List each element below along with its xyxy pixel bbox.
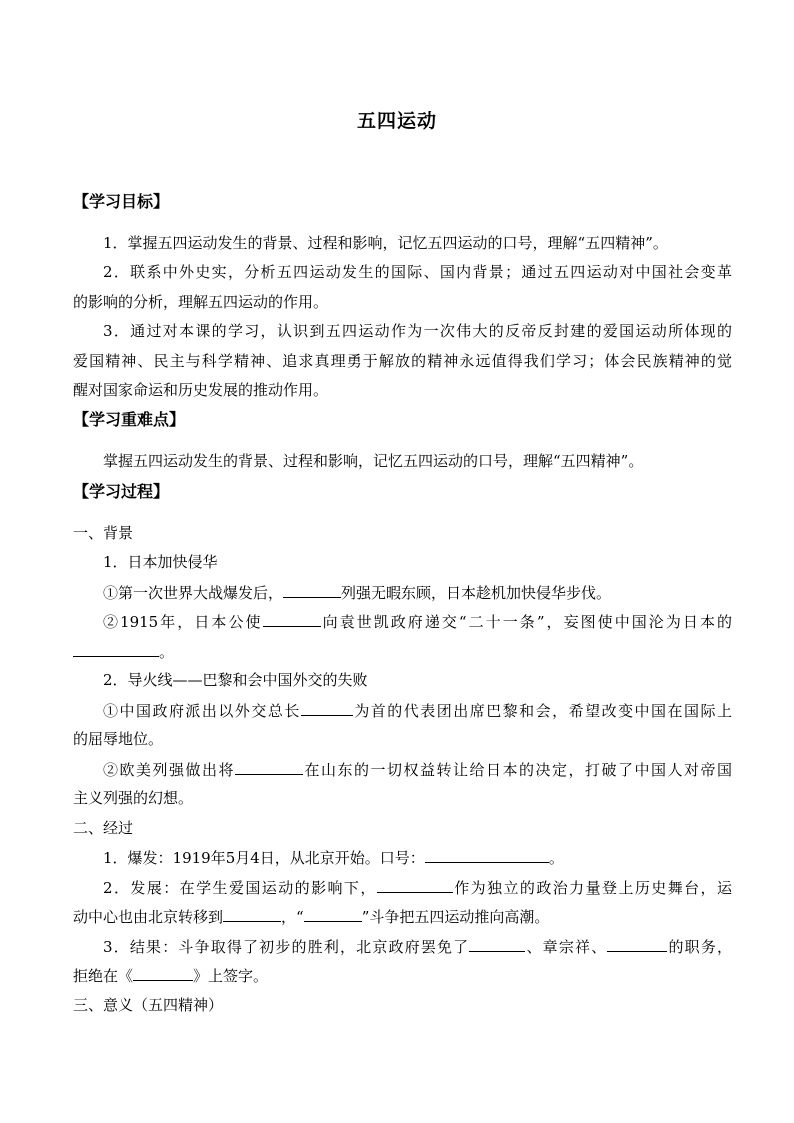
section-course: 二、经过 [73, 819, 134, 837]
fill-line-outbreak: 1．爆发：1919年5月4日，从北京开始。口号： 。 [103, 849, 564, 867]
fill-line-wwi: ①第一次世界大战爆发后， 列强无暇东顾，日本趁机加快侵华步伐。 [103, 584, 612, 602]
fill-line-development-cont: 动中心也由北京转移到 ，“ ”斗争把五四运动推向高潮。 [73, 908, 550, 926]
blank-field[interactable] [223, 906, 281, 922]
blank-field[interactable] [73, 641, 159, 657]
fill-line-21-demands-cont: 。 [73, 641, 732, 662]
blank-field[interactable] [425, 847, 549, 863]
goal-2-line-1: 2．联系中外史实，分析五四运动发生的国际、国内背景；通过五四运动对中国社会变革 [103, 263, 732, 281]
blank-field[interactable] [235, 759, 303, 775]
fill-line-result-cont: 拒绝在《 》上签字。 [73, 967, 269, 985]
goal-3-line-2: 爱国精神、民主与科学精神、追求真理勇于解放的精神永远值得我们学习；体会民族精神的觉 [73, 352, 732, 370]
goals-heading: 【学习目标】 [73, 192, 170, 211]
key-points-heading: 【学习重难点】 [73, 410, 186, 429]
page-title: 五四运动 [356, 110, 437, 132]
goal-1: 1．掌握五四运动发生的背景、过程和影响，记忆五四运动的口号，理解“五四精神”。 [103, 234, 668, 252]
process-heading: 【学习过程】 [73, 482, 170, 501]
blank-field[interactable] [283, 582, 341, 598]
goal-3-line-3: 醒对国家命运和历史发展的推动作用。 [73, 381, 329, 399]
item-japan-invasion: 1．日本加快侵华 [103, 553, 218, 571]
blank-field[interactable] [377, 877, 453, 893]
fill-line-shandong: ②欧美列强做出将 在山东的一切权益转让给日本的决定，打破了中国人对帝国 [103, 761, 732, 779]
fill-line-result: 3．结果：斗争取得了初步的胜利，北京政府罢免了 、章宗祥、 的职务， [103, 938, 732, 956]
fill-line-development: 2．发展：在学生爱国运动的影响下， 作为独立的政治力量登上历史舞台，运 [103, 879, 732, 897]
fill-line-21-demands: ②1915年，日本公使 向袁世凯政府递交“二十一条”，妄图使中国沦为日本的 [103, 613, 732, 631]
blank-field[interactable] [263, 611, 321, 627]
blank-field[interactable] [301, 700, 353, 716]
item-paris-conference: 2．导火线——巴黎和会中国外交的失败 [103, 671, 368, 689]
blank-field[interactable] [304, 906, 362, 922]
blank-field[interactable] [607, 936, 667, 952]
goal-3-line-1: 3．通过对本课的学习，认识到五四运动作为一次伟大的反帝反封建的爱国运动所体现的 [103, 322, 732, 340]
section-background: 一、背景 [73, 524, 134, 542]
text-line: 的屈辱地位。 [73, 730, 164, 748]
text-line: 主义列强的幻想。 [73, 789, 194, 807]
key-points-text: 掌握五四运动发生的背景、过程和影响，记忆五四运动的口号，理解“五四精神”。 [103, 452, 644, 470]
section-significance: 三、意义（五四精神） [73, 996, 224, 1014]
goal-2-line-2: 的影响的分析，理解五四运动的作用。 [73, 293, 329, 311]
blank-field[interactable] [469, 936, 525, 952]
blank-field[interactable] [133, 965, 193, 981]
fill-line-delegation: ①中国政府派出以外交总长 为首的代表团出席巴黎和会，希望改变中国在国际上 [103, 702, 732, 720]
